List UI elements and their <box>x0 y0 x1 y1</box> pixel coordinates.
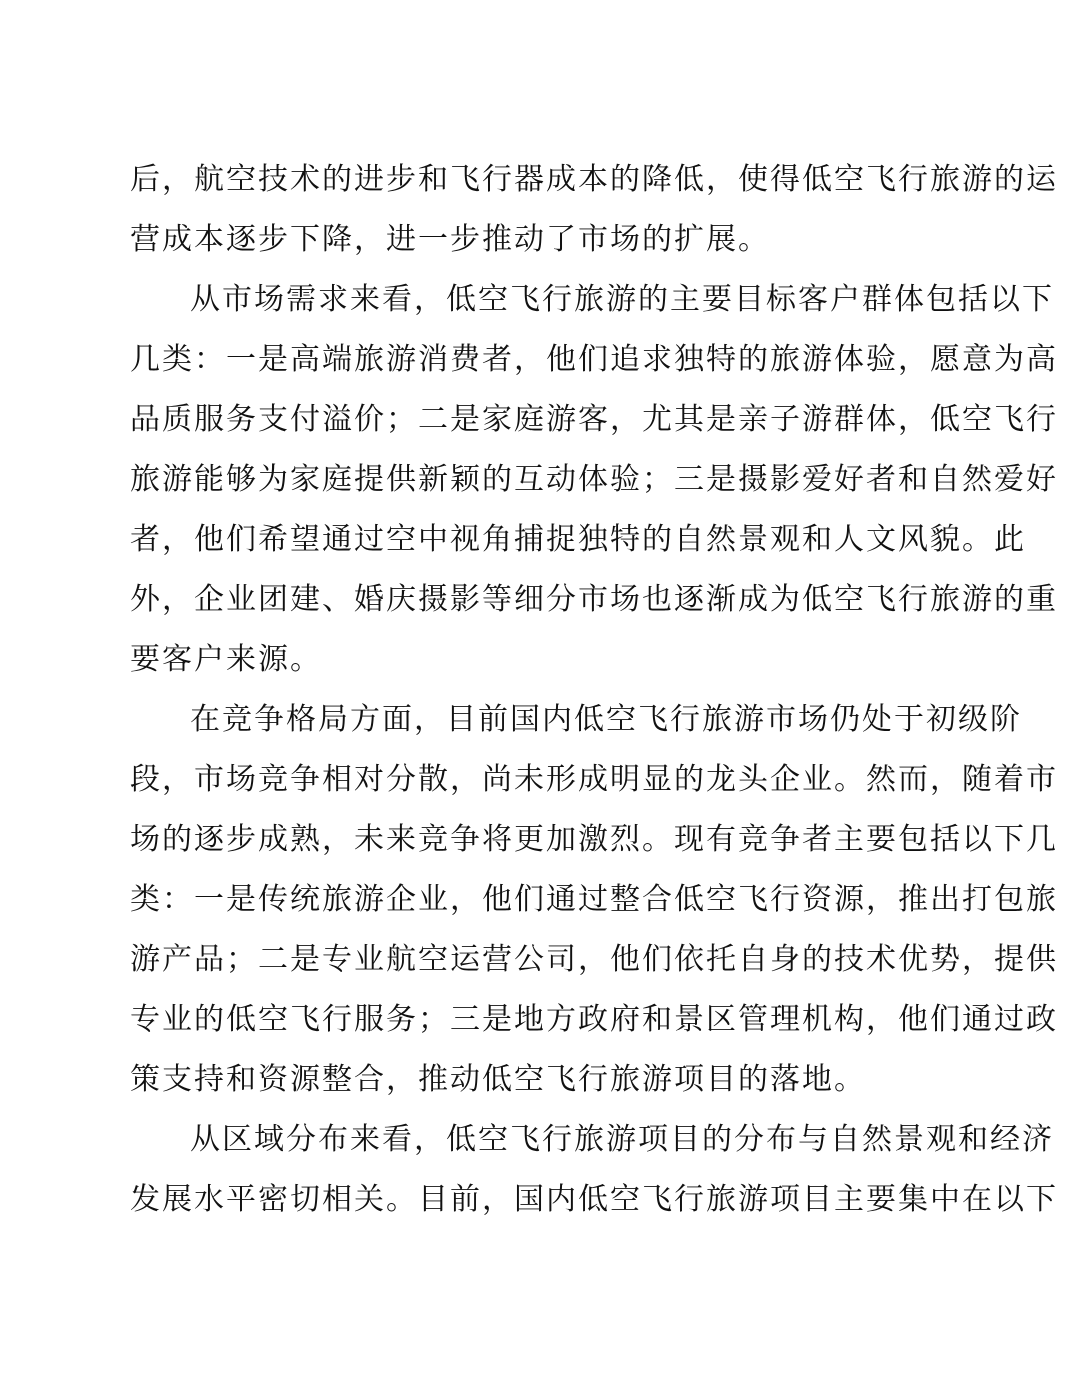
paragraph <box>130 690 1058 1110</box>
text-line: 类：一是传统旅游企业，他们通过整合低空飞行资源，推出打包旅 <box>130 882 1058 917</box>
text-line: 营成本逐步下降，进一步推动了市场的扩展。 <box>130 222 770 257</box>
paragraph <box>130 270 1058 690</box>
text-line: 几类：一是高端旅游消费者，他们追求独特的旅游体验，愿意为高 <box>130 342 1058 377</box>
text-line: 策支持和资源整合，推动低空飞行旅游项目的落地。 <box>130 1062 866 1097</box>
body-text <box>130 150 1058 1230</box>
text-line: 外，企业团建、婚庆摄影等细分市场也逐渐成为低空飞行旅游的重 <box>130 582 1058 617</box>
paragraph <box>130 1110 1058 1230</box>
text-line: 场的逐步成熟，未来竞争将更加激烈。现有竞争者主要包括以下几 <box>130 822 1058 857</box>
text-line: 者，他们希望通过空中视角捕捉独特的自然景观和人文风貌。此 <box>130 522 1026 557</box>
text-line: 品质服务支付溢价；二是家庭游客，尤其是亲子游群体，低空飞行 <box>130 402 1058 437</box>
text-line: 从市场需求来看，低空飞行旅游的主要目标客户群体包括以下 <box>190 282 1054 317</box>
paragraph <box>130 150 1058 270</box>
text-line: 发展水平密切相关。目前，国内低空飞行旅游项目主要集中在以下 <box>130 1182 1058 1217</box>
text-line: 后，航空技术的进步和飞行器成本的降低，使得低空飞行旅游的运 <box>130 162 1058 197</box>
text-line: 段，市场竞争相对分散，尚未形成明显的龙头企业。然而，随着市 <box>130 762 1058 797</box>
text-line: 要客户来源。 <box>130 642 322 677</box>
text-line: 从区域分布来看，低空飞行旅游项目的分布与自然景观和经济 <box>190 1122 1054 1157</box>
text-line: 旅游能够为家庭提供新颖的互动体验；三是摄影爱好者和自然爱好 <box>130 462 1058 497</box>
text-line: 在竞争格局方面，目前国内低空飞行旅游市场仍处于初级阶 <box>190 702 1022 737</box>
text-line: 专业的低空飞行服务；三是地方政府和景区管理机构，他们通过政 <box>130 1002 1058 1037</box>
text-line: 游产品；二是专业航空运营公司，他们依托自身的技术优势，提供 <box>130 942 1058 977</box>
